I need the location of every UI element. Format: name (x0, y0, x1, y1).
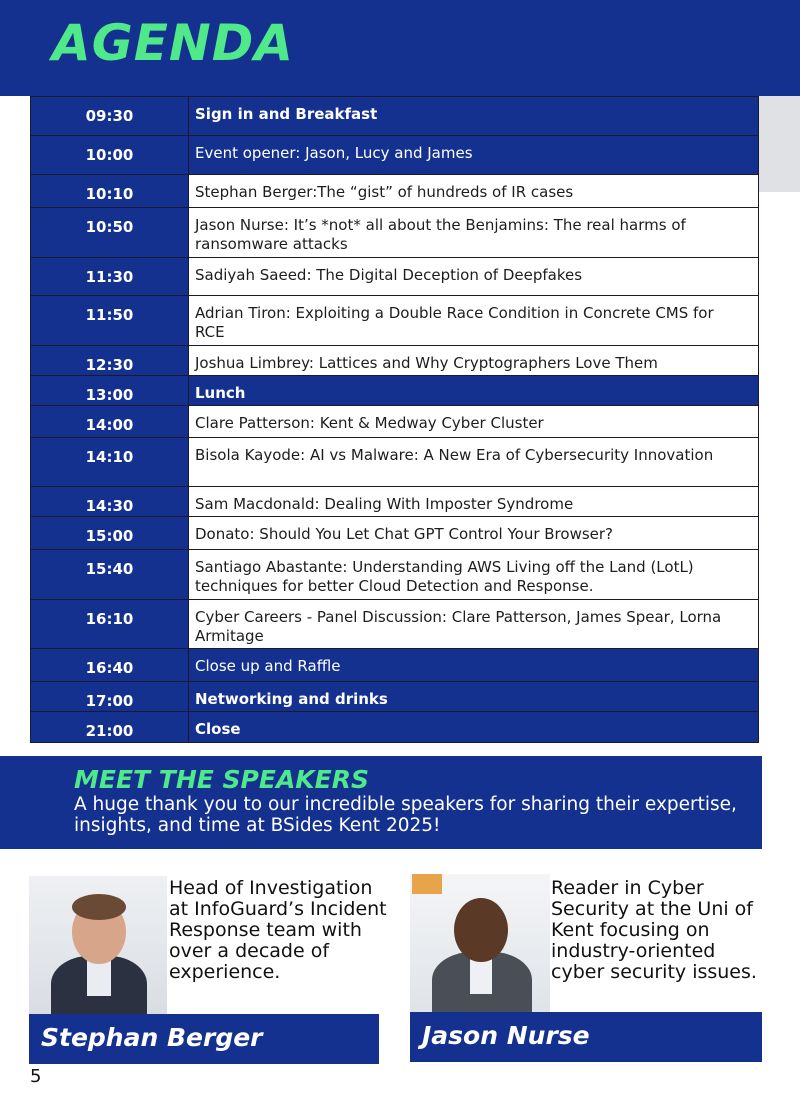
agenda-row (31, 97, 759, 136)
page-number: 5 (30, 1066, 42, 1087)
agenda-row (31, 712, 759, 743)
agenda-event: Close up and Raffle (189, 649, 759, 682)
speaker-bio-stephan-berger: Head of Investigation at InfoGuard’s Incident Response team with over a decade of experience. (169, 877, 387, 983)
agenda-time: 16:40 (31, 649, 189, 682)
agenda-row (31, 258, 759, 296)
agenda-time: 09:30 (31, 97, 189, 136)
speaker-bio-jason-nurse: Reader in Cyber Security at the Uni of Kent focusing on industry-oriented cyber security issues. (551, 877, 757, 983)
agenda-time: 10:10 (31, 175, 189, 208)
agenda-row (31, 406, 759, 438)
agenda-time: 13:00 (31, 376, 189, 406)
agenda-row (31, 296, 759, 346)
agenda-row (31, 376, 759, 406)
agenda-event: Cyber Careers - Panel Discussion: Clare Patterson, James Spear, Lorna Armitage (189, 600, 759, 649)
agenda-time: 16:10 (31, 600, 189, 649)
speaker-name-bar-jason-nurse (410, 1012, 762, 1062)
agenda-time: 14:00 (31, 406, 189, 438)
agenda-row (31, 438, 759, 487)
agenda-event: Lunch (189, 376, 759, 406)
speaker-photo-stephan-berger (29, 876, 167, 1016)
agenda-time: 21:00 (31, 712, 189, 743)
agenda-event: Donato: Should You Let Chat GPT Control Your Browser? (189, 517, 759, 550)
agenda-row (31, 208, 759, 258)
agenda-event: Event opener: Jason, Lucy and James (189, 136, 759, 175)
agenda-event: Santiago Abastante: Understanding AWS Living off the Land (LotL) techniques for better Cloud Detection and Response. (189, 550, 759, 600)
agenda-time: 15:40 (31, 550, 189, 600)
agenda-row (31, 682, 759, 712)
agenda-row (31, 649, 759, 682)
meet-the-speakers-banner (0, 756, 762, 849)
agenda-event: Sign in and Breakfast (189, 97, 759, 136)
agenda-time: 11:30 (31, 258, 189, 296)
agenda-row (31, 136, 759, 175)
agenda-event: Clare Patterson: Kent & Medway Cyber Cluster (189, 406, 759, 438)
speaker-name: Stephan Berger (41, 1023, 263, 1052)
agenda-row (31, 600, 759, 649)
agenda-time: 14:30 (31, 487, 189, 517)
agenda-header (0, 0, 800, 96)
agenda-time: 17:00 (31, 682, 189, 712)
agenda-event: Joshua Limbrey: Lattices and Why Cryptographers Love Them (189, 346, 759, 376)
agenda-event: Sadiyah Saeed: The Digital Deception of Deepfakes (189, 258, 759, 296)
speakers-section-text: A huge thank you to our incredible speakers for sharing their expertise, insights, and time at BSides Kent 2025! (74, 794, 737, 836)
agenda-row (31, 487, 759, 517)
page-title: AGENDA (52, 14, 294, 72)
agenda-table (30, 96, 759, 743)
agenda-time: 12:30 (31, 346, 189, 376)
agenda-row (31, 346, 759, 376)
agenda-event: Networking and drinks (189, 682, 759, 712)
agenda-time: 11:50 (31, 296, 189, 346)
agenda-row (31, 550, 759, 600)
agenda-time: 10:50 (31, 208, 189, 258)
agenda-event: Adrian Tiron: Exploiting a Double Race Condition in Concrete CMS for RCE (189, 296, 759, 346)
agenda-event: Bisola Kayode: AI vs Malware: A New Era of Cybersecurity Innovation (189, 438, 759, 487)
agenda-event: Close (189, 712, 759, 743)
agenda-row (31, 517, 759, 550)
speaker-photo-jason-nurse (410, 874, 550, 1014)
agenda-time: 14:10 (31, 438, 189, 487)
speakers-section-title: MEET THE SPEAKERS (74, 765, 370, 794)
agenda-event: Stephan Berger:The “gist” of hundreds of IR cases (189, 175, 759, 208)
agenda-row (31, 175, 759, 208)
agenda-event: Sam Macdonald: Dealing With Imposter Syndrome (189, 487, 759, 517)
header-photo-fragment (758, 96, 800, 192)
speaker-name: Jason Nurse (422, 1021, 590, 1050)
agenda-time: 10:00 (31, 136, 189, 175)
speaker-name-bar-stephan-berger (29, 1014, 379, 1064)
agenda-event: Jason Nurse: It’s *not* all about the Benjamins: The real harms of ransomware attacks (189, 208, 759, 258)
agenda-time: 15:00 (31, 517, 189, 550)
